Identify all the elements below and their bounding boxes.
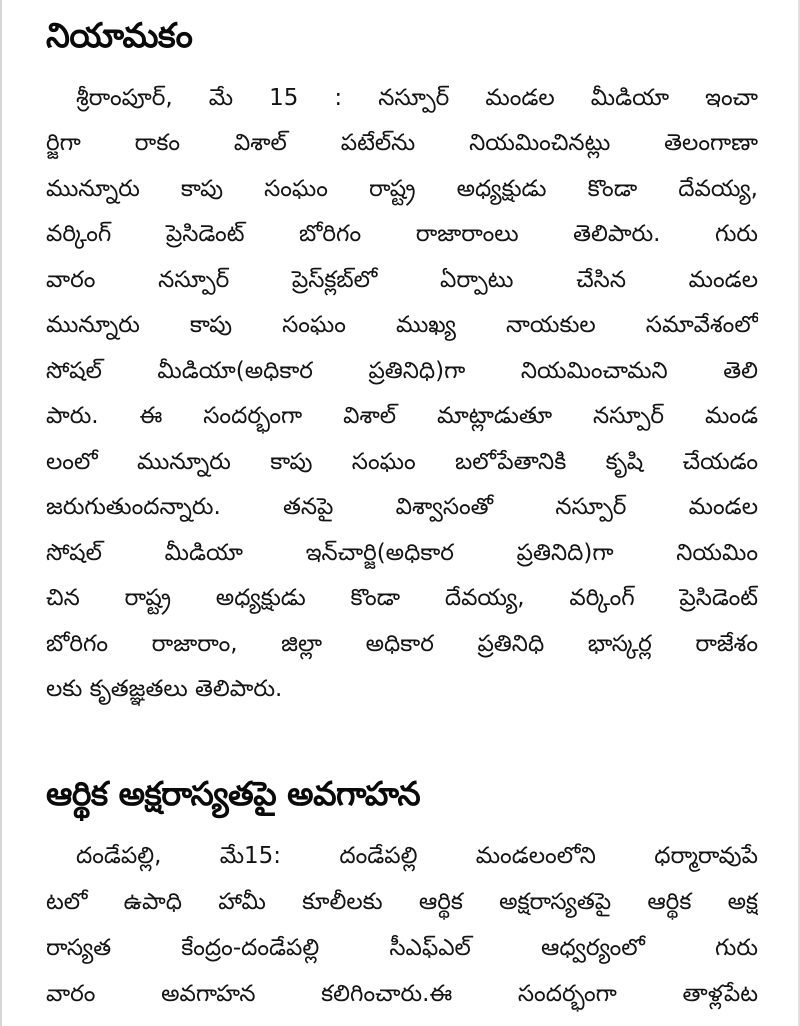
article-1-line: జరుగుతుందన్నారు. తనపై విశ్వాసంతో నస్పూర్ మండల (46, 494, 758, 520)
article-1-line: ర్జిగా రాకం విశాల్ పటేల్‌ను నియమించినట్లు తెలంగాణా (46, 130, 758, 156)
article-1-line: చిన రాష్ట్ర అధ్యక్షుడు కొండా దేవయ్య, వర్కింగ్ ప్రెసిడెంట్ (46, 585, 758, 611)
article-1-line: పారు. ఈ సందర్భంగా విశాల్ మాట్లాడుతూ నస్పూర్ మండ (46, 403, 758, 429)
article-2-line: టలో ఉపాధి హామీ కూలీలకు ఆర్థిక అక్షరాస్యతపై ఆర్థిక అక్ష (46, 889, 758, 915)
article-2-headline: ఆర్థిక అక్షరాస్యతపై అవగాహన (46, 774, 421, 813)
article-1-headline: నియామకం (46, 16, 193, 56)
article-1-line: వర్కింగ్ ప్రెసిడెంట్ బోరిగం రాజారాంలు తెలిపారు. గురు (46, 221, 758, 247)
article-2-line: రాస్యత కేంద్రం-దండేపల్లి సీఎఫ్ఎల్ ఆధ్వర్యంలో గురు (46, 935, 758, 961)
article-1-line: మున్నూరు కాపు సంఘం ముఖ్య నాయకుల సమావేశంలో (46, 312, 758, 338)
article-1-line: బోరిగం రాజారాం, జిల్లా అధికార ప్రతినిధి భాస్కర్ల రాజేశం (46, 631, 758, 657)
article-1-line: శ్రీరాంపూర్, మే 15 : నస్పూర్ మండల మీడియా ఇంచా (76, 85, 758, 111)
article-1-line: సోషల్ మీడియా ఇన్‌చార్జి(అధికార ప్రతినిది)గా నియమిం (46, 540, 758, 566)
article-1-line: సోషల్ మీడియా(అధికార ప్రతినిధి)గా నియమించామని తెలి (46, 358, 758, 384)
article-1-line: వారం నస్పూర్ ప్రెస్‌క్లబ్‌లో ఏర్పాటు చేసిన మండల (46, 267, 758, 293)
article-2-line: దండేపల్లి, మే15: దండేపల్లి మండలంలోని ధర్మారావుపే (76, 843, 758, 869)
article-1-line: మున్నూరు కాపు సంఘం రాష్ట్ర అధ్యక్షుడు కొండా దేవయ్య, (46, 176, 758, 202)
article-1-line: లకు కృతజ్ఞతలు తెలిపారు. (46, 676, 283, 702)
article-2-line: వారం అవగాహన కలిగించారు.ఈ సందర్భంగా తాళ్లపేట (46, 981, 758, 1007)
article-1-line: లంలో మున్నూరు కాపు సంఘం బలోపేతానికి కృషి చేయడం (46, 449, 758, 475)
